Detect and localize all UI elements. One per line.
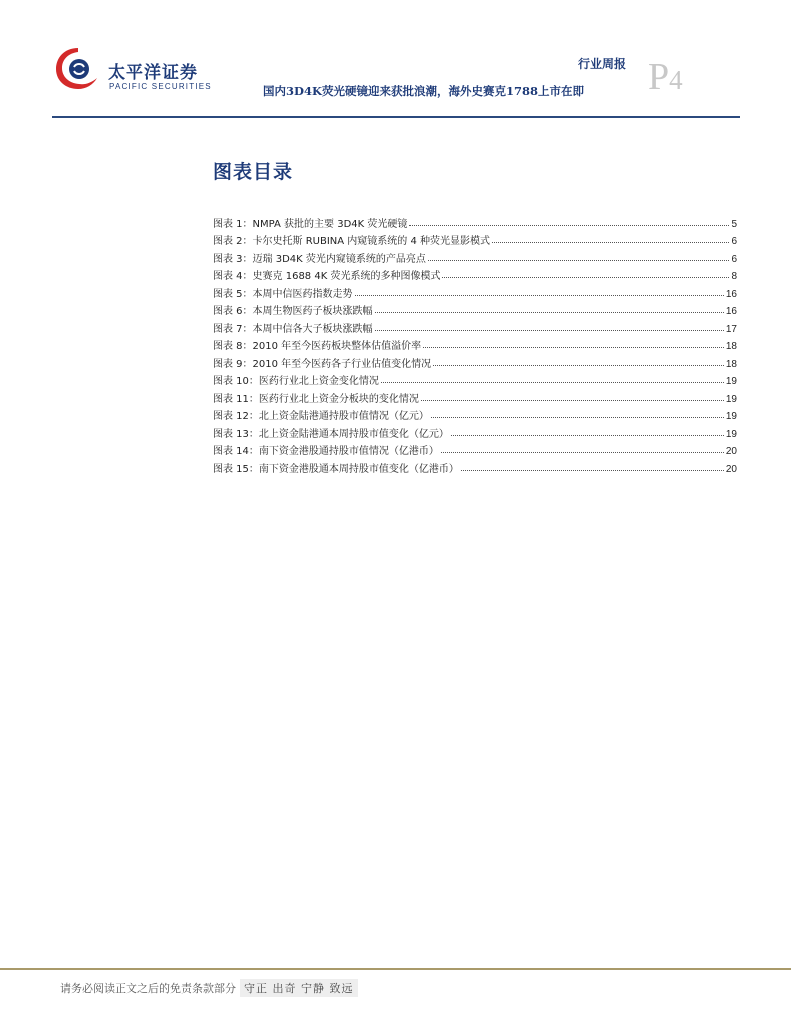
toc-entry-page: 19 — [725, 393, 737, 405]
toc-leader-dots — [431, 417, 724, 418]
toc-entry-label: 图表 10：医药行业北上资金变化情况 — [213, 376, 379, 387]
toc-entry-label: 图表 1：NMPA 获批的主要 3D4K 荧光硬镜 — [213, 218, 408, 230]
toc-entry[interactable] — [213, 370, 737, 388]
toc-entry-page: 20 — [725, 446, 737, 457]
toc-leader-dots — [423, 347, 724, 348]
footer-disclaimer: 请务必阅读正文之后的免责条款部分 — [60, 982, 236, 995]
company-logo — [52, 44, 212, 92]
toc-entry-page: 18 — [725, 341, 737, 352]
page-digit: 4 — [669, 65, 683, 95]
toc-entry-page: 16 — [725, 306, 737, 317]
page-number — [648, 58, 683, 96]
toc-leader-dots — [421, 400, 724, 401]
toc-entry[interactable] — [213, 282, 737, 300]
toc-entry-page: 20 — [725, 463, 737, 475]
toc-entry-label: 图表 6：本周生物医药子板块涨跌幅 — [213, 306, 373, 317]
toc-heading: 图表目录 — [213, 161, 294, 183]
report-title: 国内3D4K荧光硬镜迎来获批浪潮，海外史赛克1788上市在即 — [263, 84, 584, 98]
toc-entry-page: 5 — [731, 218, 737, 230]
toc-leader-dots — [428, 260, 730, 261]
toc-entry[interactable] — [213, 212, 737, 230]
footer-motto: 守正 出奇 宁静 致远 — [240, 979, 358, 997]
page-letter: P — [648, 56, 670, 98]
toc-entry[interactable] — [213, 440, 737, 458]
header-divider — [52, 116, 740, 118]
toc-entry-label: 图表 15：南下资金港股通本周持股市值变化（亿港币） — [213, 463, 459, 475]
toc-entry[interactable] — [213, 247, 737, 265]
toc-entry-label: 图表 13：北上资金陆港通本周持股市值变化（亿元） — [213, 428, 449, 440]
toc-entry-label: 图表 11：医药行业北上资金分板块的变化情况 — [213, 393, 419, 405]
toc-leader-dots — [461, 470, 724, 471]
toc-entry-label: 图表 9：2010 年至今医药各子行业估值变化情况 — [213, 358, 432, 370]
toc-entry-page: 6 — [731, 236, 737, 247]
toc-leader-dots — [442, 277, 729, 278]
toc-entry[interactable] — [213, 405, 737, 423]
footer — [60, 979, 358, 997]
logo-chinese-name: 太平洋证券 — [108, 63, 198, 83]
toc-entry-label: 图表 7：本周中信各大子板块涨跌幅 — [213, 323, 373, 335]
toc-entry-page: 19 — [725, 411, 737, 422]
toc-leader-dots — [441, 452, 724, 453]
toc-entry-page: 16 — [725, 288, 737, 300]
toc-entry-label: 图表 5：本周中信医药指数走势 — [213, 288, 353, 300]
toc-entry-label: 图表 14：南下资金港股通持股市值情况（亿港币） — [213, 446, 439, 457]
footer-divider — [0, 968, 791, 970]
toc-entry-page: 19 — [725, 376, 737, 387]
toc-entry[interactable] — [213, 300, 737, 318]
toc-entry-page: 8 — [731, 271, 737, 282]
toc-leader-dots — [375, 312, 724, 313]
toc-leader-dots — [492, 242, 729, 243]
pacific-securities-logo-icon — [52, 44, 104, 92]
toc-entry[interactable] — [213, 265, 737, 283]
toc-entry[interactable] — [213, 352, 737, 370]
toc-leader-dots — [409, 225, 729, 226]
toc-leader-dots — [375, 330, 724, 331]
toc-entry-label: 图表 4：史赛克 1688 4K 荧光系统的多种图像模式 — [213, 271, 441, 282]
toc-leader-dots — [381, 382, 724, 383]
report-type: 行业周报 — [578, 57, 627, 71]
toc-entry-label: 图表 12：北上资金陆港通持股市值情况（亿元） — [213, 411, 429, 422]
toc-list — [213, 212, 737, 475]
toc-entry-page: 18 — [725, 358, 737, 370]
toc-leader-dots — [433, 365, 724, 366]
toc-entry-page: 19 — [725, 428, 737, 440]
toc-entry-label: 图表 8：2010 年至今医药板块整体估值溢价率 — [213, 341, 422, 352]
toc-entry-page: 6 — [731, 253, 737, 265]
toc-entry[interactable] — [213, 230, 737, 248]
toc-entry-label: 图表 3：迈瑞 3D4K 荧光内窥镜系统的产品亮点 — [213, 253, 426, 265]
toc-entry-page: 17 — [725, 323, 737, 335]
toc-entry[interactable] — [213, 387, 737, 405]
toc-entry[interactable] — [213, 335, 737, 353]
toc-entry[interactable] — [213, 317, 737, 335]
toc-entry[interactable] — [213, 422, 737, 440]
logo-english-name: PACIFIC SECURITIES — [109, 82, 212, 91]
toc-entry[interactable] — [213, 457, 737, 475]
toc-leader-dots — [451, 435, 724, 436]
toc-entry-label: 图表 2：卡尔史托斯 RUBINA 内窥镜系统的 4 种荧光显影模式 — [213, 236, 491, 247]
toc-leader-dots — [355, 295, 724, 296]
